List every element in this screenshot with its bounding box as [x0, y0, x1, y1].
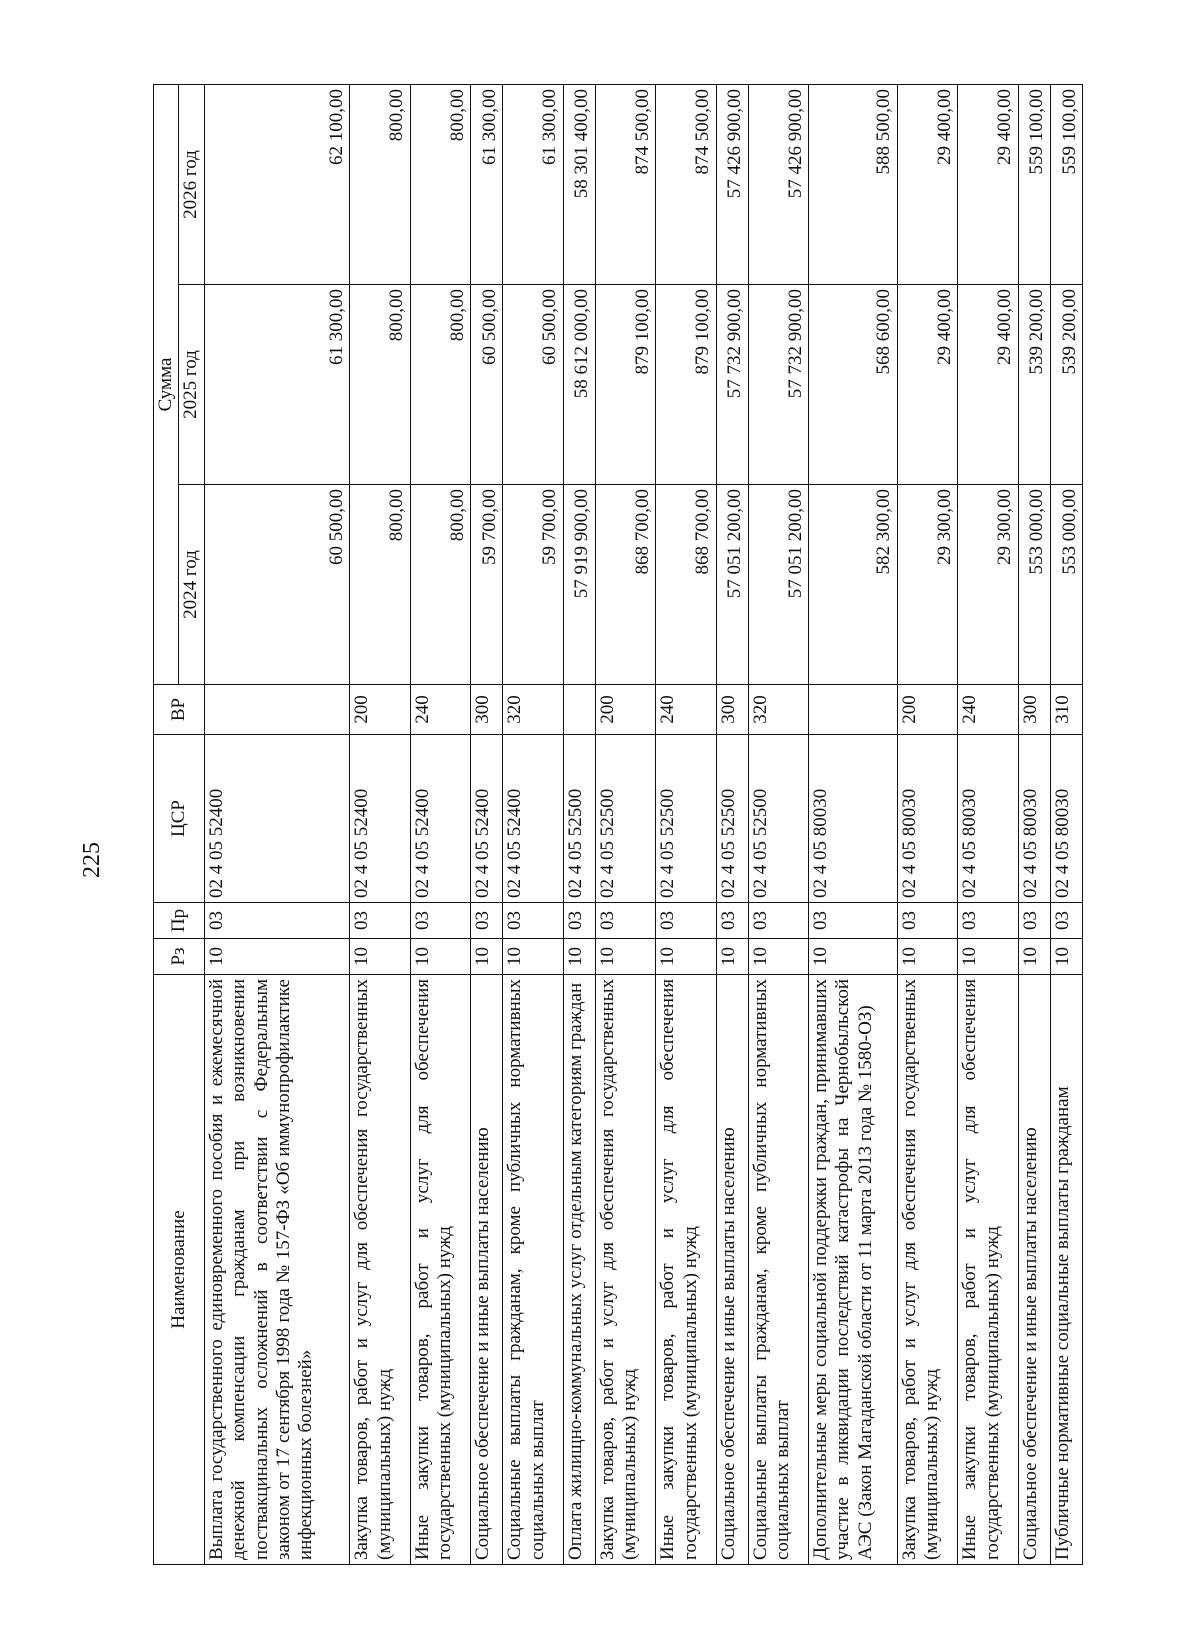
table-row: [809, 85, 898, 1565]
row-name: Социальное обеспечение и иные выплаты населению: [1018, 975, 1050, 1565]
row-sum-2024: 29 300,00: [958, 485, 1018, 685]
table-row: [748, 85, 808, 1565]
row-vr: 200: [897, 685, 957, 735]
row-pr: 03: [716, 903, 748, 939]
row-sum-2025: 57 732 900,00: [748, 285, 808, 485]
row-name: Закупка товаров, работ и услуг для обеспечения государственных (муниципальных) нужд: [350, 975, 410, 1565]
row-name: Иные закупки товаров, работ и услуг для обеспечения государственных (муниципальных) нужд: [410, 975, 470, 1565]
row-csr: 02 4 05 52400: [350, 735, 410, 903]
row-sum-2026: 874 500,00: [656, 85, 716, 285]
row-sum-2024: 57 051 200,00: [748, 485, 808, 685]
row-csr: 02 4 05 52500: [563, 735, 595, 903]
row-csr: 02 4 05 52400: [471, 735, 503, 903]
row-vr: 310: [1050, 685, 1082, 735]
row-sum-2026: 29 400,00: [897, 85, 957, 285]
row-pr: 03: [563, 903, 595, 939]
row-name: Закупка товаров, работ и услуг для обеспечения государственных (муниципальных) нужд: [897, 975, 957, 1565]
row-rz: 10: [471, 939, 503, 975]
row-sum-2025: 568 600,00: [809, 285, 898, 485]
row-sum-2026: 588 500,00: [809, 85, 898, 285]
row-pr: 03: [410, 903, 470, 939]
row-rz: 10: [204, 939, 349, 975]
header-sum: Сумма: [154, 85, 179, 685]
row-rz: 10: [1050, 939, 1082, 975]
row-pr: 03: [471, 903, 503, 939]
row-name: Закупка товаров, работ и услуг для обеспечения государственных (муниципальных) нужд: [595, 975, 655, 1565]
row-rz: 10: [656, 939, 716, 975]
row-vr: [563, 685, 595, 735]
row-sum-2024: 800,00: [350, 485, 410, 685]
row-sum-2025: 57 732 900,00: [716, 285, 748, 485]
row-name: Публичные нормативные социальные выплаты гражданам: [1050, 975, 1082, 1565]
row-sum-2024: 59 700,00: [503, 485, 563, 685]
row-sum-2025: 58 612 000,00: [563, 285, 595, 485]
row-vr: 200: [595, 685, 655, 735]
row-name: Социальное обеспечение и иные выплаты населению: [471, 975, 503, 1565]
row-pr: 03: [897, 903, 957, 939]
budget-table: [153, 84, 1083, 1565]
table-row: [595, 85, 655, 1565]
row-name: Дополнительные меры социальной поддержки граждан, принимавших участие в ликвидации последствий катастрофы на Чернобыльской АЭС (Закон Магаданской области от 11 марта 2013 года № 1580-ОЗ): [809, 975, 898, 1565]
row-vr: 240: [656, 685, 716, 735]
row-rz: 10: [748, 939, 808, 975]
row-sum-2026: 29 400,00: [958, 85, 1018, 285]
row-vr: 320: [503, 685, 563, 735]
row-csr: 02 4 05 52500: [595, 735, 655, 903]
row-sum-2024: 59 700,00: [471, 485, 503, 685]
row-rz: 10: [595, 939, 655, 975]
row-sum-2025: 539 200,00: [1050, 285, 1082, 485]
row-sum-2024: 60 500,00: [204, 485, 349, 685]
row-csr: 02 4 05 52500: [716, 735, 748, 903]
row-rz: 10: [809, 939, 898, 975]
header-rz: Рз: [154, 939, 205, 975]
row-sum-2026: 57 426 900,00: [716, 85, 748, 285]
row-rz: 10: [503, 939, 563, 975]
row-sum-2025: 61 300,00: [204, 285, 349, 485]
row-sum-2025: 60 500,00: [503, 285, 563, 485]
row-sum-2025: 800,00: [350, 285, 410, 485]
row-rz: 10: [563, 939, 595, 975]
row-name: Выплата государственного единовременного пособия и ежемесячной денежной компенсации гражданам при возникновении поствакцинальных осложнений в соответствии с Федеральным законом от 17 сентября 1998 года № 157-ФЗ «Об иммунопрофилактике инфекционных болезней»: [204, 975, 349, 1565]
table-row: [350, 85, 410, 1565]
page-number: 225: [79, 842, 105, 878]
row-vr: [204, 685, 349, 735]
row-name: Оплата жилищно-коммунальных услуг отдельным категориям граждан: [563, 975, 595, 1565]
row-csr: 02 4 05 80030: [1018, 735, 1050, 903]
row-sum-2026: 874 500,00: [595, 85, 655, 285]
row-vr: 300: [471, 685, 503, 735]
row-rz: 10: [958, 939, 1018, 975]
table-row: [1018, 85, 1050, 1565]
row-rz: 10: [1018, 939, 1050, 975]
row-sum-2025: 539 200,00: [1018, 285, 1050, 485]
row-sum-2026: 800,00: [350, 85, 410, 285]
table-row: [471, 85, 503, 1565]
table-row: [503, 85, 563, 1565]
row-pr: 03: [958, 903, 1018, 939]
row-csr: 02 4 05 80030: [958, 735, 1018, 903]
row-sum-2025: 29 400,00: [897, 285, 957, 485]
row-vr: [809, 685, 898, 735]
row-name: Иные закупки товаров, работ и услуг для обеспечения государственных (муниципальных) нужд: [958, 975, 1018, 1565]
header-2026: 2026 год: [179, 85, 204, 285]
row-sum-2025: 879 100,00: [595, 285, 655, 485]
table-row: [410, 85, 470, 1565]
row-name: Социальные выплаты гражданам, кроме публичных нормативных социальных выплат: [503, 975, 563, 1565]
row-pr: 03: [595, 903, 655, 939]
row-sum-2024: 57 919 900,00: [563, 485, 595, 685]
row-vr: 240: [410, 685, 470, 735]
row-vr: 200: [350, 685, 410, 735]
table-row: [204, 85, 349, 1565]
row-pr: 03: [809, 903, 898, 939]
row-pr: 03: [1018, 903, 1050, 939]
table-row: [897, 85, 957, 1565]
row-pr: 03: [204, 903, 349, 939]
row-rz: 10: [897, 939, 957, 975]
row-vr: 240: [958, 685, 1018, 735]
table-row: [1050, 85, 1082, 1565]
row-sum-2024: 582 300,00: [809, 485, 898, 685]
table-row: [716, 85, 748, 1565]
row-sum-2025: 29 400,00: [958, 285, 1018, 485]
row-csr: 02 4 05 52400: [503, 735, 563, 903]
row-sum-2024: 29 300,00: [897, 485, 957, 685]
row-sum-2026: 57 426 900,00: [748, 85, 808, 285]
row-csr: 02 4 05 80030: [897, 735, 957, 903]
row-pr: 03: [748, 903, 808, 939]
row-pr: 03: [350, 903, 410, 939]
row-sum-2025: 60 500,00: [471, 285, 503, 485]
row-rz: 10: [410, 939, 470, 975]
row-csr: 02 4 05 80030: [1050, 735, 1082, 903]
row-sum-2024: 868 700,00: [656, 485, 716, 685]
row-sum-2025: 879 100,00: [656, 285, 716, 485]
row-vr: 320: [748, 685, 808, 735]
budget-table-container: [153, 85, 1083, 1565]
row-rz: 10: [350, 939, 410, 975]
row-sum-2024: 553 000,00: [1050, 485, 1082, 685]
header-csr: ЦСР: [154, 735, 205, 903]
row-csr: 02 4 05 52400: [410, 735, 470, 903]
row-sum-2026: 62 100,00: [204, 85, 349, 285]
row-name: Социальное обеспечение и иные выплаты населению: [716, 975, 748, 1565]
table-row: [563, 85, 595, 1565]
table-row: [958, 85, 1018, 1565]
row-name: Иные закупки товаров, работ и услуг для обеспечения государственных (муниципальных) нужд: [656, 975, 716, 1565]
row-rz: 10: [716, 939, 748, 975]
header-vr: ВР: [154, 685, 205, 735]
row-vr: 300: [716, 685, 748, 735]
table-row: [656, 85, 716, 1565]
row-sum-2024: 868 700,00: [595, 485, 655, 685]
header-pr: Пр: [154, 903, 205, 939]
row-sum-2026: 800,00: [410, 85, 470, 285]
header-2025: 2025 год: [179, 285, 204, 485]
row-vr: 300: [1018, 685, 1050, 735]
row-pr: 03: [1050, 903, 1082, 939]
row-name: Социальные выплаты гражданам, кроме публичных нормативных социальных выплат: [748, 975, 808, 1565]
row-sum-2024: 57 051 200,00: [716, 485, 748, 685]
row-sum-2026: 559 100,00: [1050, 85, 1082, 285]
row-pr: 03: [656, 903, 716, 939]
row-csr: 02 4 05 52400: [204, 735, 349, 903]
row-csr: 02 4 05 80030: [809, 735, 898, 903]
row-sum-2026: 58 301 400,00: [563, 85, 595, 285]
header-name: Наименование: [154, 975, 205, 1565]
row-csr: 02 4 05 52500: [656, 735, 716, 903]
header-2024: 2024 год: [179, 485, 204, 685]
row-sum-2024: 800,00: [410, 485, 470, 685]
row-pr: 03: [503, 903, 563, 939]
row-sum-2026: 559 100,00: [1018, 85, 1050, 285]
row-sum-2024: 553 000,00: [1018, 485, 1050, 685]
row-sum-2026: 61 300,00: [503, 85, 563, 285]
row-csr: 02 4 05 52500: [748, 735, 808, 903]
row-sum-2025: 800,00: [410, 285, 470, 485]
row-sum-2026: 61 300,00: [471, 85, 503, 285]
